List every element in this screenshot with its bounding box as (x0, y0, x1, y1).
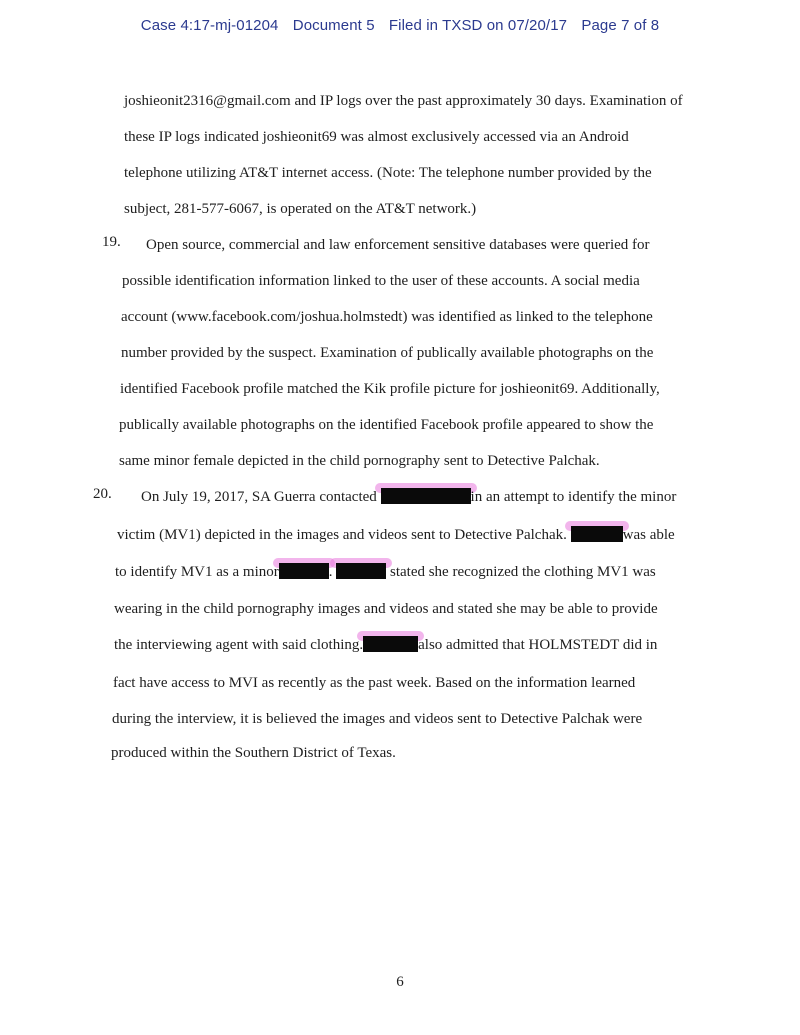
paragraph-line: produced within the Southern District of Texas. (111, 745, 396, 761)
paragraph-line: identified Facebook profile matched the Kik profile picture for joshieonit69. Additionally, (120, 381, 660, 397)
paragraph-line: possible identification information linked to the user of these accounts. A social media (122, 273, 640, 289)
paragraph-line: victim (MV1) depicted in the images and videos sent to Detective Palchak. was able (117, 527, 675, 543)
paragraph-line: number provided by the suspect. Examination of publically available photographs on the (121, 345, 654, 361)
paragraph-line: wearing in the child pornography images and videos and stated she may be able to provide (114, 601, 658, 617)
continuation-line: subject, 281-577-6067, is operated on the AT&T network.) (124, 201, 477, 217)
paragraph-line: same minor female depicted in the child pornography sent to Detective Palchak. (119, 453, 600, 469)
redaction-box (381, 488, 471, 504)
continuation-line: joshieonit2316@gmail.com and IP logs over the past approximately 30 days. Examination of (124, 93, 683, 109)
redaction-box (279, 563, 329, 579)
redaction-box (571, 526, 623, 542)
case-number: Case 4:17-mj-01204 (140, 17, 279, 34)
redaction-box (363, 636, 418, 652)
paragraph-line: publically available photographs on the identified Facebook profile appeared to show the (119, 417, 654, 433)
page-of: Page 7 of 8 (581, 17, 660, 34)
paragraph-line: account (www.facebook.com/joshua.holmstedt) was identified as linked to the telephone (121, 309, 653, 325)
filed-date: Filed in TXSD on 07/20/17 (388, 17, 568, 34)
filing-header (0, 17, 800, 34)
continuation-line: these IP logs indicated joshieonit69 was almost exclusively accessed via an Android (124, 129, 629, 145)
paragraph-line: the interviewing agent with said clothing. also admitted that HOLMSTEDT did in (114, 637, 658, 653)
page-number: 6 (396, 974, 404, 990)
paragraph-line: during the interview, it is believed the images and videos sent to Detective Palchak were (112, 711, 643, 727)
continuation-line: telephone utilizing AT&T internet access. (Note: The telephone number provided by the (124, 165, 652, 181)
paragraph-number: 20. (93, 486, 112, 502)
paragraph-number: 19. (102, 234, 121, 250)
paragraph-line: fact have access to MVI as recently as the past week. Based on the information learned (113, 675, 636, 691)
document-number: Document 5 (292, 17, 375, 34)
paragraph-line: Open source, commercial and law enforcement sensitive databases were queried for (146, 237, 650, 253)
paragraph-line: On July 19, 2017, SA Guerra contacted in an attempt to identify the minor (141, 489, 677, 505)
paragraph-line: to identify MV1 as a minor . stated she recognized the clothing MV1 was (115, 564, 656, 580)
redaction-box (336, 563, 386, 579)
